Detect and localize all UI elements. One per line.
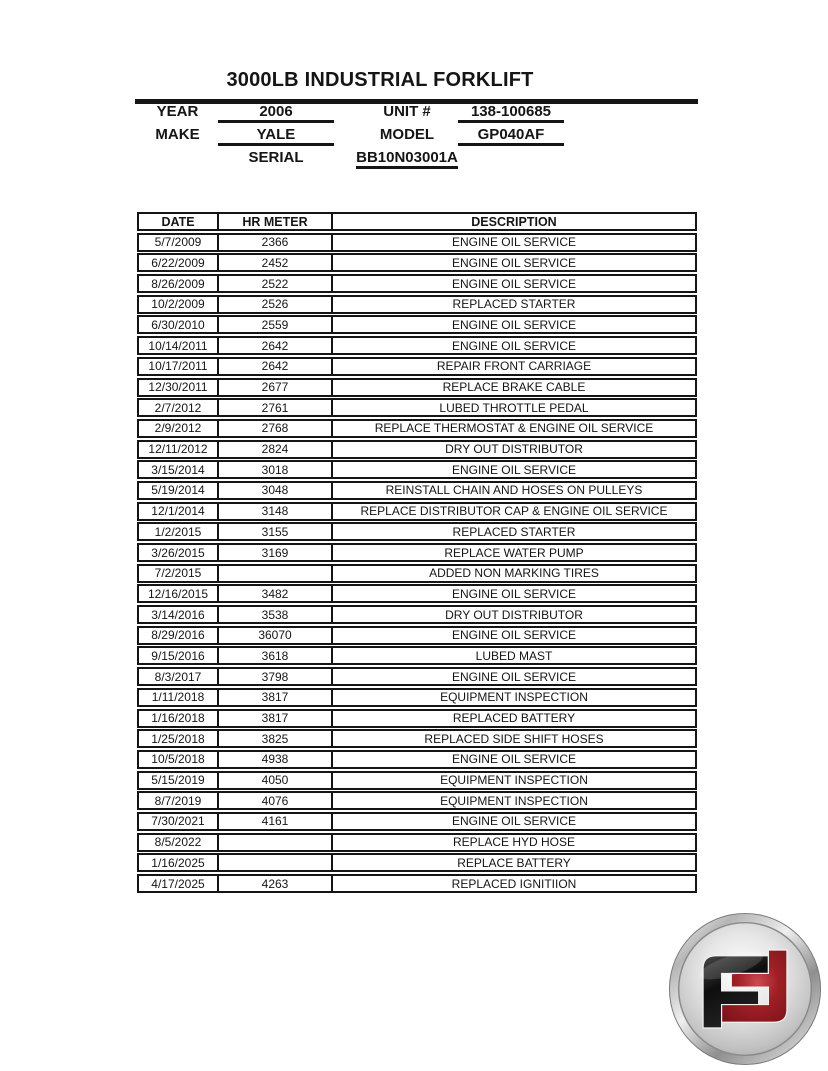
description-cell: ENGINE OIL SERVICE: [451, 235, 577, 250]
table-row: [137, 605, 697, 624]
column-header-description: DESCRIPTION: [471, 214, 557, 229]
table-row: [137, 750, 697, 769]
description-cell: ENGINE OIL SERVICE: [451, 317, 577, 332]
description-cell: ENGINE OIL SERVICE: [451, 814, 577, 829]
hr-meter-cell: 3155: [219, 524, 333, 539]
table-row: [137, 626, 697, 645]
table-row: [137, 398, 697, 417]
description-cell: REPLACED STARTER: [452, 297, 576, 312]
table-row: [137, 874, 697, 893]
description-cell: ENGINE OIL SERVICE: [451, 255, 577, 270]
info-gap: [334, 123, 356, 146]
description-cell: REPAIR FRONT CARRIAGE: [436, 359, 592, 374]
hr-meter-cell: 4263: [219, 876, 333, 891]
hr-meter-cell: 2677: [219, 380, 333, 395]
description-cell: ENGINE OIL SERVICE: [451, 338, 577, 353]
hr-meter-cell: 2768: [219, 421, 333, 436]
hr-meter-cell: 2526: [219, 297, 333, 312]
equipment-info-grid: [137, 100, 564, 169]
date-cell: 2/9/2012: [139, 421, 219, 436]
table-row: [137, 791, 697, 810]
hr-meter-cell: 2824: [219, 442, 333, 457]
date-cell: 4/17/2025: [139, 876, 219, 891]
year-value: 2006: [218, 100, 334, 123]
logo-ring: [669, 913, 821, 1065]
date-cell: 1/16/2025: [139, 855, 219, 870]
fj-logo-badge-icon: [667, 911, 823, 1067]
hr-meter-cell: 3817: [219, 690, 333, 705]
date-cell: 7/2/2015: [139, 566, 219, 581]
table-row: [137, 564, 697, 583]
description-cell: EQUIPMENT INSPECTION: [440, 773, 588, 788]
description-cell: REPLACE DISTRIBUTOR CAP & ENGINE OIL SERVICE: [360, 504, 668, 519]
model-value: GP040AF: [458, 123, 564, 146]
description-cell: ENGINE OIL SERVICE: [451, 462, 577, 477]
date-cell: 8/7/2019: [139, 793, 219, 808]
unit-label: UNIT #: [383, 103, 431, 120]
date-cell: 12/11/2012: [139, 442, 219, 457]
logo-monogram: [697, 946, 787, 1028]
hr-meter-cell: 2642: [219, 359, 333, 374]
table-row: [137, 543, 697, 562]
description-cell: ENGINE OIL SERVICE: [451, 752, 577, 767]
date-cell: 6/22/2009: [139, 255, 219, 270]
description-cell: REPLACED BATTERY: [452, 711, 576, 725]
hr-meter-cell: 2559: [219, 317, 333, 332]
table-row: [137, 771, 697, 790]
date-cell: 1/11/2018: [139, 690, 219, 705]
description-cell: REPLACED STARTER: [452, 524, 576, 539]
table-row: [137, 522, 697, 541]
table-row: [137, 357, 697, 376]
date-cell: 2/7/2012: [139, 400, 219, 415]
table-row: [137, 646, 697, 665]
table-row: [137, 460, 697, 479]
hr-meter-cell: 2452: [219, 255, 333, 270]
description-cell: REPLACE THERMOSTAT & ENGINE OIL SERVICE: [374, 421, 654, 436]
table-header-row: [137, 212, 697, 231]
hr-meter-cell: 4938: [219, 752, 333, 767]
hr-meter-cell: 4076: [219, 793, 333, 808]
table-row: [137, 295, 697, 314]
info-gap: [458, 146, 564, 169]
table-row: [137, 315, 697, 334]
hr-meter-cell: 3618: [219, 648, 333, 663]
date-cell: 10/2/2009: [139, 297, 219, 312]
description-cell: REPLACE HYD HOSE: [452, 835, 576, 850]
hr-meter-cell: [219, 835, 333, 850]
description-cell: ENGINE OIL SERVICE: [451, 276, 577, 291]
date-cell: 10/17/2011: [139, 359, 219, 374]
date-cell: 6/30/2010: [139, 317, 219, 332]
fj-logo: [667, 911, 823, 1067]
date-cell: 3/26/2015: [139, 545, 219, 560]
hr-meter-cell: 2366: [219, 235, 333, 250]
make-value: YALE: [218, 123, 334, 146]
table-row: [137, 502, 697, 521]
hr-meter-cell: 2761: [219, 400, 333, 415]
date-cell: 8/26/2009: [139, 276, 219, 291]
description-cell: ENGINE OIL SERVICE: [451, 669, 577, 684]
make-label: MAKE: [155, 126, 200, 143]
hr-meter-cell: 36070: [219, 628, 333, 643]
serial-label: SERIAL: [248, 149, 304, 166]
date-cell: 9/15/2016: [139, 648, 219, 663]
description-cell: ADDED NON MARKING TIRES: [429, 566, 599, 581]
date-cell: 5/15/2019: [139, 773, 219, 788]
description-cell: LUBED THROTTLE PEDAL: [439, 400, 589, 415]
table-row: [137, 812, 697, 831]
description-cell: REPLACED IGNITIION: [451, 876, 577, 891]
description-cell: REINSTALL CHAIN AND HOSES ON PULLEYS: [385, 483, 643, 498]
date-cell: 12/16/2015: [139, 586, 219, 601]
description-cell: REPLACE BRAKE CABLE: [442, 380, 586, 394]
model-label: MODEL: [379, 126, 435, 143]
hr-meter-cell: 3482: [219, 586, 333, 601]
hr-meter-cell: [219, 566, 333, 581]
hr-meter-cell: [219, 855, 333, 870]
table-row: [137, 253, 697, 272]
date-cell: 5/19/2014: [139, 483, 219, 498]
description-cell: ENGINE OIL SERVICE: [451, 628, 577, 643]
unit-value: 138-100685: [458, 100, 564, 123]
hr-meter-cell: 3817: [219, 711, 333, 726]
date-cell: 1/2/2015: [139, 524, 219, 539]
table-row: [137, 440, 697, 459]
hr-meter-cell: 3018: [219, 462, 333, 477]
table-row: [137, 274, 697, 293]
info-gap: [334, 146, 356, 169]
hr-meter-cell: 3048: [219, 483, 333, 498]
info-gap: [334, 100, 356, 123]
date-cell: 12/30/2011: [139, 380, 219, 395]
column-header-date: DATE: [139, 214, 219, 229]
hr-meter-cell: 3825: [219, 731, 333, 746]
hr-meter-cell: 4050: [219, 773, 333, 788]
date-cell: 8/29/2016: [139, 628, 219, 643]
date-cell: 8/5/2022: [139, 835, 219, 850]
hr-meter-cell: 2642: [219, 338, 333, 353]
hr-meter-cell: 3538: [219, 607, 333, 622]
table-row: [137, 709, 697, 728]
table-row: [137, 667, 697, 686]
description-cell: DRY OUT DISTRIBUTOR: [445, 607, 583, 622]
serial-value: BB10N03001A: [356, 146, 458, 169]
table-row: [137, 853, 697, 872]
hr-meter-cell: 3148: [219, 504, 333, 519]
service-table-body: [137, 233, 697, 893]
description-cell: REPLACE BATTERY: [457, 855, 571, 870]
description-cell: REPLACE WATER PUMP: [444, 545, 584, 560]
description-cell: DRY OUT DISTRIBUTOR: [445, 442, 583, 457]
table-row: [137, 336, 697, 355]
description-cell: EQUIPMENT INSPECTION: [440, 793, 588, 808]
date-cell: 7/30/2021: [139, 814, 219, 829]
date-cell: 8/3/2017: [139, 669, 219, 684]
table-row: [137, 729, 697, 748]
date-cell: 3/15/2014: [139, 462, 219, 477]
date-cell: 10/14/2011: [139, 338, 219, 353]
date-cell: 5/7/2009: [139, 235, 219, 250]
document-title: 3000LB INDUSTRIAL FORKLIFT: [226, 69, 534, 91]
date-cell: 3/14/2016: [139, 607, 219, 622]
description-cell: REPLACED SIDE SHIFT HOSES: [424, 731, 604, 746]
table-row: [137, 688, 697, 707]
description-cell: EQUIPMENT INSPECTION: [440, 690, 588, 705]
service-history-table: [137, 212, 697, 895]
table-row: [137, 584, 697, 603]
table-row: [137, 378, 697, 397]
description-cell: ENGINE OIL SERVICE: [451, 586, 577, 601]
table-row: [137, 481, 697, 500]
hr-meter-cell: 4161: [219, 814, 333, 829]
date-cell: 1/25/2018: [139, 731, 219, 746]
hr-meter-cell: 2522: [219, 276, 333, 291]
date-cell: 10/5/2018: [139, 752, 219, 767]
info-gap: [137, 146, 218, 169]
table-row: [137, 233, 697, 252]
year-label: YEAR: [156, 103, 199, 120]
column-header-hr-meter: HR METER: [219, 214, 333, 229]
hr-meter-cell: 3798: [219, 669, 333, 684]
date-cell: 12/1/2014: [139, 504, 219, 519]
table-row: [137, 419, 697, 438]
date-cell: 1/16/2018: [139, 711, 219, 726]
description-cell: LUBED MAST: [475, 648, 553, 663]
table-row: [137, 833, 697, 852]
hr-meter-cell: 3169: [219, 545, 333, 560]
